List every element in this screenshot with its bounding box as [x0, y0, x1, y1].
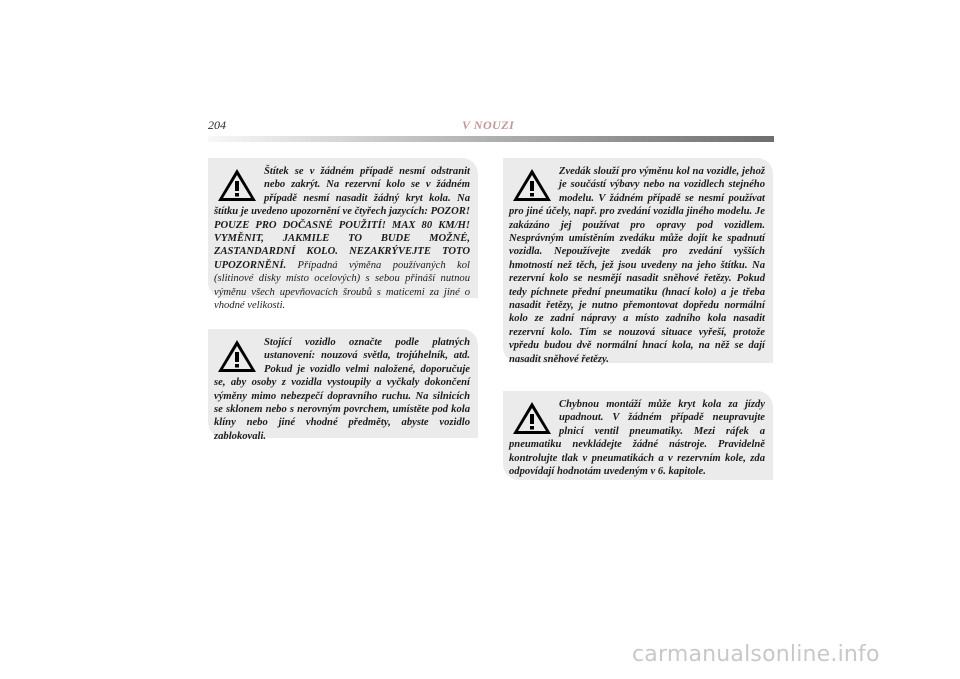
- warning-text-normal: Případná výměna používaných kol (slitinové disky místo ocelových) s sebou přináší nutnou výměnu všech upevňovacích šroubů s maticemi za jiné o vhodné velikosti.: [214, 259, 470, 312]
- watermark: carmanualsonline.info: [632, 642, 880, 667]
- header-rule: [208, 136, 774, 142]
- warning-text: Chybnou montáží může kryt kola za jízdy upadnout. V žádném případě neupravujte plnicí ventil pneumatiky. Mezi ráfek a pneumatiku nevkládejte žádné nástroje. Pravidelně kontrolujte tlak v pneumatikách a v rezervním kole, zda odpovídají hodnotám uvedeným v 6. kapitole.: [509, 399, 765, 478]
- warning-triangle-icon: [216, 338, 258, 374]
- warning-triangle-icon: [216, 167, 258, 203]
- warning-text-bold: Štítek se v žádném případě nesmí odstranit nebo zakrýt. Na rezervní kolo se v žádném případě nesmí nasadit žádný kryt kola. Na štítku je uvedeno upozornění ve čtyřech jazycích: POZOR! POUZE PRO DOČASNÉ POUŽITÍ! MAX 80 KM/H! VYMĚNIT, JAKMILE TO BUDE MOŽNÉ, ZASTANDARDNÍ KOLO. NEZAKRÝVEJTE TOTO UPOZORNĚNÍ.: [214, 166, 470, 271]
- warning-box-wheel-cover: [503, 391, 773, 480]
- warning-box-spare-wheel-label: [208, 158, 478, 312]
- warning-text: Stojící vozidlo označte podle platných ustanovení: nouzová světla, trojúhelník, atd. Pokud je vozidlo velmi naložené, doporučuje se, aby osoby z vozidla vystoupily a vyčkaly dokončení výměny mimo nebezpečí dopravního ruchu. Na silnicích se sklonem nebo s nerovným povrchem, umístěte pod kola klíny nebo jiné vhodné předměty, abyste vozidlo zablokovali.: [214, 337, 470, 442]
- warning-triangle-icon: [511, 167, 553, 203]
- warning-box-vehicle-marking: [208, 329, 478, 442]
- page-number: 204: [208, 118, 226, 132]
- warning-box-jack-usage: [503, 158, 773, 363]
- warning-text: Zvedák slouží pro výměnu kol na vozidle, jehož je součástí výbavy nebo na vozidlech stejného modelu. V žádném případě se nesmí používat pro jiné účely, např. pro zvedání vozidla jiného modelu. Je zakázáno jej používat pro opravy pod vozidlem. Nesprávným umístěním zvedáku může dojít ke spadnutí vozidla. Nepoužívejte zvedák pro zvedání vyšších hmotností než těch, jež jsou uvedeny na jeho štítku. Na rezervní kolo se nesmějí nasadit sněhové řetězy. Pokud tedy píchnete přední pneumatiku (hnací kolo) a je třeba nasadit řetězy, je nutno přemontovat dopředu normální kolo ze zadní nápravy a místo zadního kola nasadit rezervní kolo. Tím se nouzová situace vyřeší, protože vpředu budou dvě normální hnací kola, na něž se dají nasadit sněhové řetězy.: [509, 166, 765, 365]
- warning-triangle-icon: [511, 400, 553, 436]
- section-title: V NOUZI: [462, 118, 515, 132]
